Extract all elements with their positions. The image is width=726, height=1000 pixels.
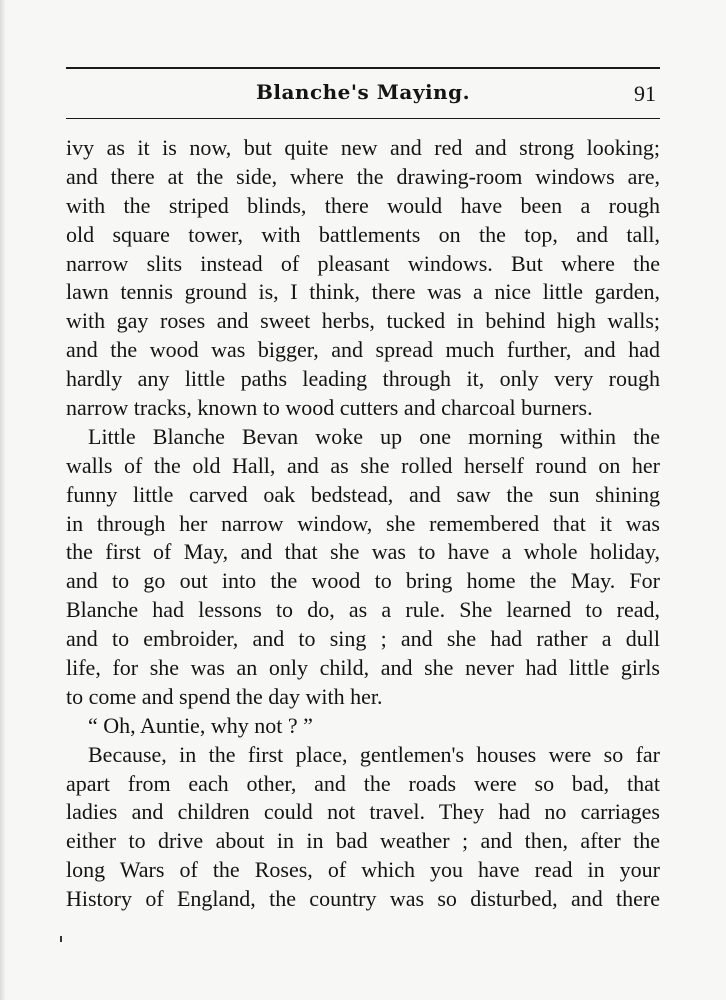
- text-line: and to embroider, and to sing ; and she had rather a dull: [66, 626, 660, 652]
- text-line: lawn tennis ground is, I think, there was a nice little garden,: [66, 279, 660, 305]
- text-line: in through her narrow window, she remembered that it was: [66, 510, 660, 536]
- text-line: the first of May, and that she was to have a whole holiday,: [66, 539, 660, 565]
- text-line: hardly any little paths leading through it, only very rough: [66, 366, 660, 392]
- paragraph: [66, 712, 660, 741]
- text-line: funny little carved oak bedstead, and saw the sun shining: [66, 481, 660, 507]
- paragraph: [66, 423, 660, 712]
- text-line: life, for she was an only child, and she never had little girls: [66, 655, 660, 681]
- print-speck: [60, 936, 62, 942]
- text-line: to come and spend the day with her.: [66, 683, 383, 709]
- paragraph: [66, 134, 660, 423]
- text-line: “ Oh, Auntie, why not ? ”: [88, 712, 313, 738]
- text-line: apart from each other, and the roads were so bad, that: [66, 770, 660, 796]
- page-number: 91: [634, 81, 656, 106]
- paragraph: [66, 741, 660, 914]
- header-rule-bottom: [66, 118, 660, 119]
- text-line: walls of the old Hall, and as she rolled herself round on her: [66, 452, 660, 478]
- body-text: [66, 134, 660, 914]
- text-line: old square tower, with battlements on the top, and tall,: [66, 221, 660, 247]
- text-line: with gay roses and sweet herbs, tucked in behind high walls;: [66, 308, 660, 334]
- text-line: ivy as it is now, but quite new and red and strong looking;: [66, 135, 660, 160]
- text-line: and to go out into the wood to bring home the May. For: [66, 568, 660, 594]
- text-line: with the striped blinds, there would have been a rough: [66, 192, 660, 218]
- text-line: History of England, the country was so disturbed, and there: [66, 886, 660, 912]
- text-line: ladies and children could not travel. They had no carriages: [66, 799, 660, 825]
- text-line: Because, in the first place, gentlemen's houses were so far: [88, 741, 660, 767]
- text-line: narrow slits instead of pleasant windows. But where the: [66, 250, 660, 276]
- running-head: [66, 76, 660, 112]
- running-title: Blanche's Maying.: [255, 80, 471, 104]
- text-line: Blanche had lessons to do, as a rule. She learned to read,: [66, 597, 660, 623]
- text-line: either to drive about in in bad weather ; and then, after the: [66, 828, 660, 854]
- page-edge-shadow: [0, 0, 6, 1000]
- text-line: long Wars of the Roses, of which you have read in your: [66, 857, 660, 883]
- text-line: narrow tracks, known to wood cutters and charcoal burners.: [66, 395, 593, 421]
- text-line: and there at the side, where the drawing-room windows are,: [66, 163, 660, 189]
- text-line: and the wood was bigger, and spread much further, and had: [66, 337, 660, 363]
- header-rule-top: [66, 67, 660, 69]
- text-line: Little Blanche Bevan woke up one morning within the: [88, 423, 660, 449]
